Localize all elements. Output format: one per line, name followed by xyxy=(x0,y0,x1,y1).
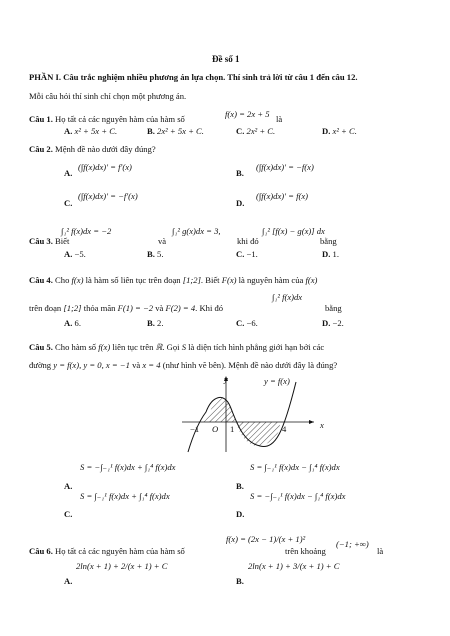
q2-option-c[interactable] xyxy=(64,198,72,208)
question-4-f2: f(x) xyxy=(305,275,318,285)
shaded-area xyxy=(202,397,280,446)
q4-option-d[interactable] xyxy=(322,318,344,328)
question-6-text1: Họ tất cả các nguyên hàm của hàm số xyxy=(55,546,185,556)
question-4-text2: là hàm số liên tục trên đoạn xyxy=(85,275,181,285)
q3-option-d-key: D. xyxy=(322,249,331,259)
question-6-interval: (−1; +∞) xyxy=(336,539,369,549)
q3-option-b[interactable] xyxy=(147,249,164,259)
q6-option-a-key: A. xyxy=(64,576,73,586)
question-3-text4: bằng xyxy=(320,236,337,246)
graph-func-label: y = f(x) xyxy=(264,376,290,386)
function-curve xyxy=(188,382,296,452)
question-4-text6: thỏa mãn xyxy=(83,303,116,313)
q4-option-b-key: B. xyxy=(147,318,155,328)
question-5-text2: liên tục trên xyxy=(112,342,154,352)
question-2-text: Mệnh đề nào dưới đây đúng? xyxy=(55,144,156,154)
question-4-interval: [1;2] xyxy=(182,275,201,285)
q4-option-a[interactable] xyxy=(64,318,81,328)
q1-option-b[interactable] xyxy=(147,126,204,136)
question-1-text: Họ tất cả các nguyên hàm của hàm số xyxy=(55,114,185,124)
q1-option-c-value: 2x² + C. xyxy=(246,126,276,136)
q1-option-c-key: C. xyxy=(236,126,245,136)
question-3-text2: và xyxy=(158,236,167,246)
q3-option-c-key: C. xyxy=(236,249,245,259)
question-4-line1 xyxy=(29,275,317,285)
question-4-cond1: F(1) = −2 xyxy=(117,303,154,313)
question-5-f: f(x) xyxy=(98,342,111,352)
q4-option-c[interactable] xyxy=(236,318,258,328)
graph-y-label: y xyxy=(224,374,228,384)
q4-option-d-key: D. xyxy=(322,318,331,328)
q2-option-b-key: B. xyxy=(236,168,244,178)
q5-option-b[interactable] xyxy=(236,481,244,491)
question-3 xyxy=(29,236,69,246)
q3-option-c[interactable] xyxy=(236,249,258,259)
question-6-line1 xyxy=(29,546,185,556)
q2-option-b[interactable] xyxy=(236,168,244,178)
graph-tick-1: 1 xyxy=(230,424,235,434)
question-3-expr3: ∫₁² [f(x) − g(x)] dx xyxy=(262,226,325,236)
question-5-x4: x = 4 xyxy=(142,360,161,370)
q3-option-c-value: −1. xyxy=(246,249,258,259)
q5-option-b-value: S = ∫₋₁¹ f(x)dx − ∫₁⁴ f(x)dx xyxy=(250,462,340,472)
question-5-R: ℝ xyxy=(155,342,163,352)
q1-option-c[interactable] xyxy=(236,126,275,136)
q4-option-b-value: 2. xyxy=(157,318,164,328)
q5-option-d-key: D. xyxy=(236,509,245,519)
q6-option-b-key: B. xyxy=(236,576,244,586)
question-5-text1: Cho hàm số xyxy=(55,342,97,352)
q5-option-c-value: S = ∫₋₁¹ f(x)dx + ∫₁⁴ f(x)dx xyxy=(80,491,170,501)
q1-option-d-value: x² + C. xyxy=(332,126,357,136)
question-5-text7: (như hình vẽ bên). Mệnh đề nào dưới đây là đúng? xyxy=(162,360,338,370)
question-1-func: f(x) = 2x + 5 xyxy=(225,109,270,119)
question-5-line2 xyxy=(29,360,337,370)
q1-option-d-key: D. xyxy=(322,126,331,136)
q5-option-d[interactable] xyxy=(236,509,244,519)
question-1-end: là xyxy=(276,114,283,124)
q6-option-b[interactable] xyxy=(236,576,244,586)
question-4-f: f(x) xyxy=(71,275,84,285)
q2-option-d-value: (∫f(x)dx)′ = f(x) xyxy=(256,191,309,201)
q2-option-c-key: C. xyxy=(64,198,73,208)
q1-option-a-key: A. xyxy=(64,126,73,136)
graph-origin-label: O xyxy=(212,424,219,434)
question-3-expr2: ∫₁² g(x)dx = 3, xyxy=(172,226,221,236)
question-3-text3: khi đó xyxy=(237,236,259,246)
q2-option-a[interactable] xyxy=(64,168,72,178)
question-4-cond2: F(2) = 4 xyxy=(165,303,196,313)
question-4-integral: ∫₁² f(x)dx xyxy=(272,292,303,302)
question-5-text4: là diện tích hình phẳng giới hạn bởi các xyxy=(188,342,325,352)
question-5-text6: và xyxy=(132,360,141,370)
graph-x-label: x xyxy=(320,420,324,430)
graph-tick-neg1: −1 xyxy=(190,424,200,434)
graph-tick-4: 4 xyxy=(282,424,287,434)
q5-option-d-value: S = −∫₋₁¹ f(x)dx − ∫₁⁴ f(x)dx xyxy=(250,491,346,501)
q4-option-a-key: A. xyxy=(64,318,73,328)
q2-option-d-key: D. xyxy=(236,198,245,208)
question-1-label: Câu 1. xyxy=(29,114,53,124)
question-5-S: S xyxy=(181,342,187,352)
question-4-text5: trên đoạn xyxy=(29,303,62,313)
question-4-text8: . Khi đó xyxy=(195,303,224,313)
q5-option-a-value: S = −∫₋₁¹ f(x)dx + ∫₁⁴ f(x)dx xyxy=(80,462,176,472)
q2-option-d[interactable] xyxy=(236,198,244,208)
q5-option-c-key: C. xyxy=(64,509,73,519)
exam-title: Đề số 1 xyxy=(212,54,240,64)
question-4-text3: . Biết xyxy=(200,275,220,285)
question-4-label: Câu 4. xyxy=(29,275,53,285)
question-5-text5: đường xyxy=(29,360,52,370)
question-4-text4: là nguyên hàm của xyxy=(238,275,304,285)
q6-option-b-value: 2ln(x + 1) + 3/(x + 1) + C xyxy=(248,561,340,571)
question-3-label: Câu 3. xyxy=(29,236,53,246)
q6-option-a[interactable] xyxy=(64,576,72,586)
q1-option-a-value: x² + 5x + C. xyxy=(74,126,118,136)
q1-option-b-key: B. xyxy=(147,126,155,136)
question-4-text9: bằng xyxy=(325,303,342,313)
question-6-label: Câu 6. xyxy=(29,546,53,556)
question-6-text3: là xyxy=(377,546,384,556)
q5-option-c[interactable] xyxy=(64,509,72,519)
question-4-F: F(x) xyxy=(221,275,237,285)
question-4-interval2: [1;2] xyxy=(63,303,82,313)
q3-option-a[interactable] xyxy=(64,249,86,259)
x-axis-arrow xyxy=(309,420,314,424)
section-intro-line2: Mỗi câu hỏi thí sinh chỉ chọn một phương án. xyxy=(29,91,187,101)
q2-option-b-value: (∫f(x)dx)′ = −f(x) xyxy=(256,162,314,172)
q6-option-a-value: 2ln(x + 1) + 2/(x + 1) + C xyxy=(76,561,168,571)
question-5-curves: y = f(x), y = 0, x = −1 xyxy=(53,360,130,370)
question-1 xyxy=(29,114,185,124)
q3-option-d[interactable] xyxy=(322,249,339,259)
q1-option-b-value: 2x² + 5x + C. xyxy=(157,126,204,136)
area-graph xyxy=(180,372,320,454)
question-2-label: Câu 2. xyxy=(29,144,53,154)
q4-option-c-value: −6. xyxy=(246,318,258,328)
section-intro-text: PHẦN I. Câu trắc nghiệm nhiều phương án lựa chọn. Thí sinh trả lời từ câu 1 đến câu 12. xyxy=(29,72,358,82)
question-4-text1: Cho xyxy=(55,275,70,285)
question-6-func: f(x) = (2x − 1)/(x + 1)² xyxy=(226,534,306,544)
q5-option-a[interactable] xyxy=(64,481,72,491)
q4-option-a-value: 6. xyxy=(74,318,81,328)
question-5-line1 xyxy=(29,342,324,353)
question-3-text1: Biết xyxy=(55,236,70,246)
q1-option-d[interactable] xyxy=(322,126,357,136)
q5-option-a-key: A. xyxy=(64,481,73,491)
q3-option-b-key: B. xyxy=(147,249,155,259)
q3-option-a-key: A. xyxy=(64,249,73,259)
q3-option-a-value: −5. xyxy=(74,249,86,259)
question-2 xyxy=(29,144,156,154)
question-5-label: Câu 5. xyxy=(29,342,53,352)
q4-option-d-value: −2. xyxy=(332,318,344,328)
q4-option-b[interactable] xyxy=(147,318,164,328)
q2-option-c-value: (∫f(x)dx)′ = −f′(x) xyxy=(78,191,138,201)
q2-option-a-value: (∫f(x)dx)′ = f′(x) xyxy=(78,162,132,172)
question-4-text7: và xyxy=(155,303,164,313)
question-4-line2 xyxy=(29,303,223,313)
q4-option-c-key: C. xyxy=(236,318,245,328)
q1-option-a[interactable] xyxy=(64,126,117,136)
question-3-expr1: ∫₁² f(x)dx = −2 xyxy=(61,226,112,236)
q5-option-b-key: B. xyxy=(236,481,244,491)
q2-option-a-key: A. xyxy=(64,168,73,178)
q3-option-d-value: 1. xyxy=(332,249,339,259)
question-5-text3: . Gọi xyxy=(162,342,180,352)
q3-option-b-value: 5. xyxy=(157,249,164,259)
section-intro-line1 xyxy=(29,72,358,82)
question-6-text2: trên khoảng xyxy=(285,546,326,556)
